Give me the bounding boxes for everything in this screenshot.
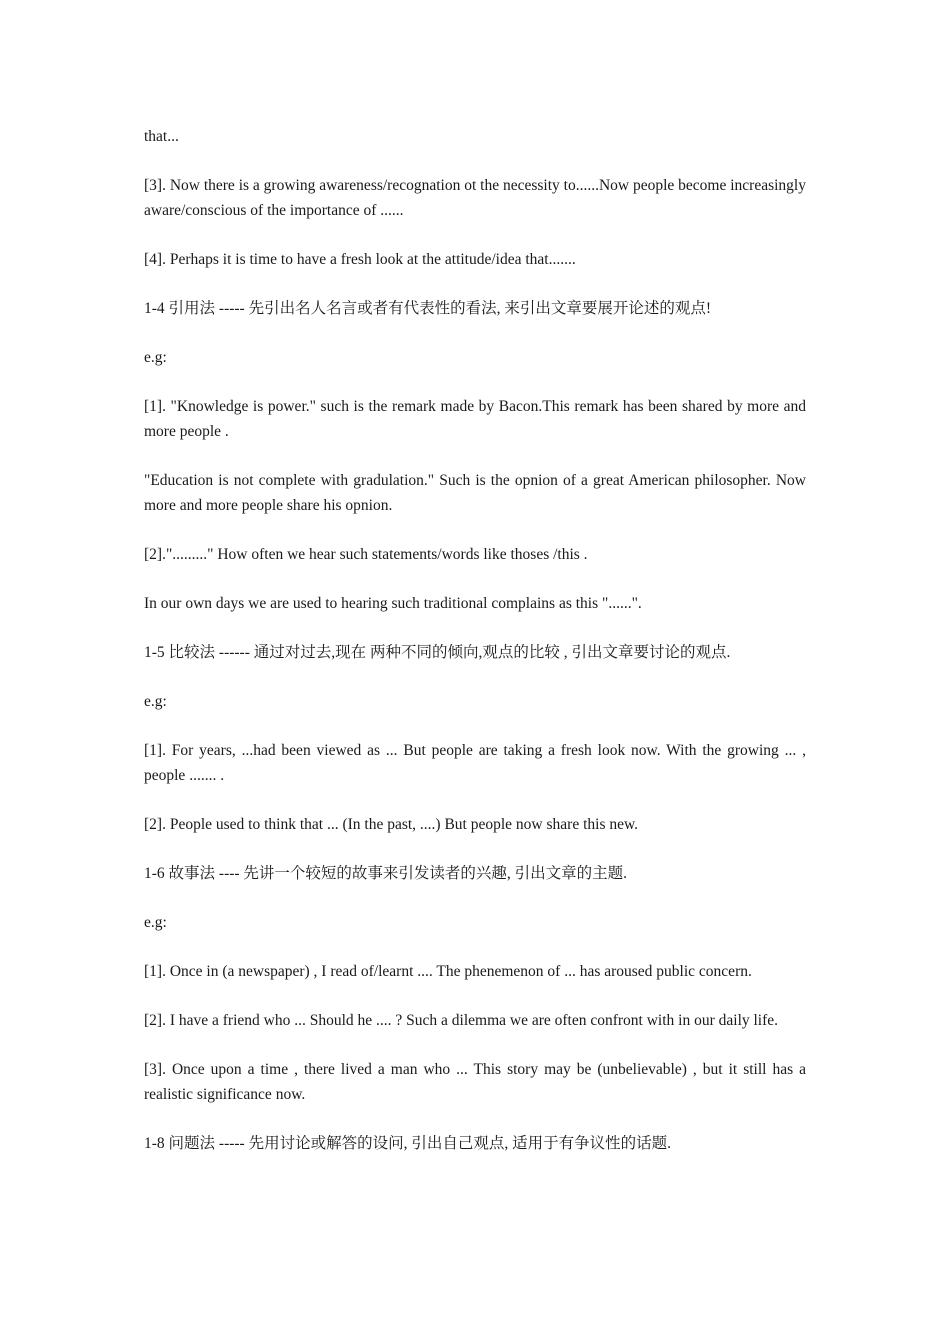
eg-label: e.g: [144, 693, 167, 710]
paragraph-example-4: [4]. Perhaps it is time to have a fresh look at the attitude/idea that....... [144, 251, 576, 268]
paragraph-example-education: "Education is not complete with gradulation." Such is the opnion of a great American philosopher. Now more and more people share his opnion. [144, 472, 806, 514]
section-heading-quotation: 1-4 引用法 ----- 先引出名人名言或者有代表性的看法, 来引出文章要展开论述的观点! [144, 300, 712, 317]
paragraph-example-complains: In our own days we are used to hearing such traditional complains as this "......". [144, 595, 642, 612]
section-heading-question: 1-8 问题法 ----- 先用讨论或解答的设问, 引出自己观点, 适用于有争议性的话题. [144, 1135, 671, 1152]
paragraph-example-2: [2]. I have a friend who ... Should he .... ? Such a dilemma we are often confront with in our daily life. [144, 1012, 779, 1029]
document-body [144, 124, 806, 1180]
eg-label: e.g: [144, 914, 167, 931]
eg-label: e.g: [144, 349, 167, 366]
section-heading-comparison: 1-5 比较法 ------ 通过对过去,现在 两种不同的倾向,观点的比较 , 引出文章要讨论的观点. [144, 644, 731, 661]
paragraph-example-3: [3]. Now there is a growing awareness/recognation ot the necessity to......Now people become increasingly aware/conscious of the importance of ...... [144, 177, 806, 219]
section-heading-story: 1-6 故事法 ---- 先讲一个较短的故事来引发读者的兴趣, 引出文章的主题. [144, 865, 628, 882]
paragraph-example-2: [2]. People used to think that ... (In the past, ....) But people now share this new. [144, 816, 639, 833]
paragraph-example-1: [1]. "Knowledge is power." such is the remark made by Bacon.This remark has been shared by more and more people . [144, 398, 806, 440]
paragraph-example-2: [2]."........." How often we hear such statements/words like thoses /this . [144, 546, 588, 563]
paragraph-example-3: [3]. Once upon a time , there lived a man who ... This story may be (unbelievable) , but it still has a realistic significance now. [144, 1061, 806, 1103]
paragraph-continuation: that... [144, 128, 179, 145]
paragraph-example-1: [1]. Once in (a newspaper) , I read of/learnt .... The phenemenon of ... has aroused public concern. [144, 963, 752, 980]
paragraph-example-1: [1]. For years, ...had been viewed as ... But people are taking a fresh look now. With the growing ... , people ....... . [144, 742, 806, 784]
